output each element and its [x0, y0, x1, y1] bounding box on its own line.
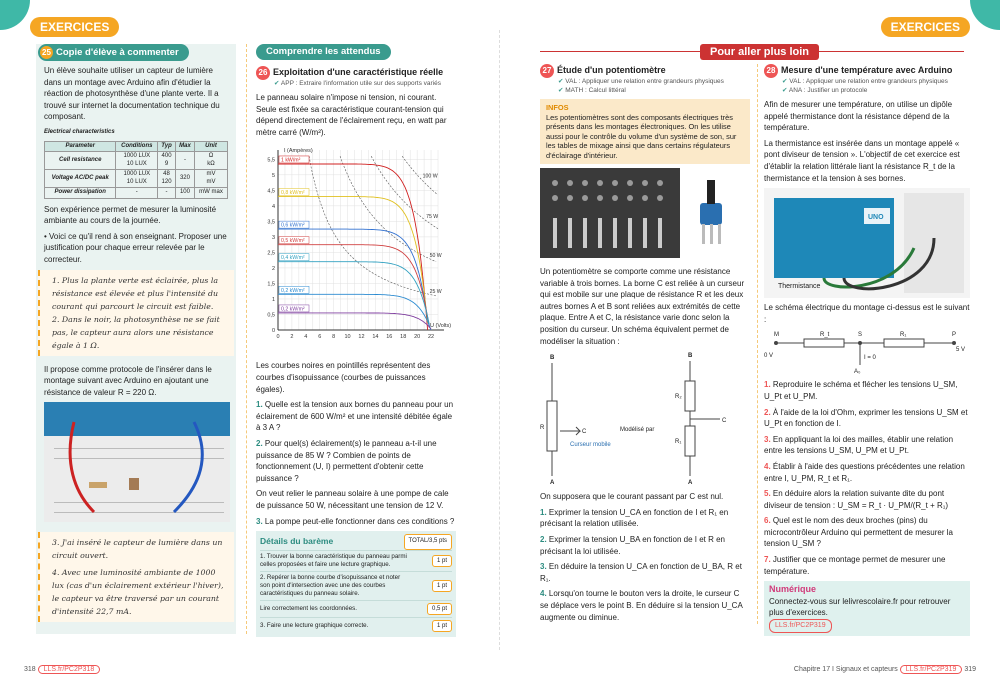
student-answer [38, 532, 234, 622]
x-tick-label: 6 [318, 334, 322, 341]
student-answer-2: 2. Dans le noir, la photosynthèse ne se fait pas, le capteur aura alors une résistance égale à 1 Ω. [52, 314, 220, 350]
ground-label: 0 V [764, 353, 774, 360]
x-tick-label: 18 [400, 334, 407, 341]
table-row [45, 170, 228, 188]
paragraph: Il propose comme protocole de l'insérer dans le montage suivant avec Arduino en ajoutant une résistance de valeur R = 220 Ω. [44, 364, 212, 397]
student-answer-4: 4. Avec une luminosité ambiante de 1000 lux (cas d'un éclairement extérieur l'hiver), le capteur va être traversé par un courant d'intensité 22,7 mA. [52, 567, 224, 616]
table-cell: - [116, 188, 158, 199]
grading-points: 1 pt [432, 620, 452, 632]
section-header-chip: Comprendre les attendus [256, 44, 391, 60]
y-tick-label: 1 [271, 297, 275, 304]
iso-power-label: 100 W [422, 174, 438, 181]
footer-left [24, 665, 100, 674]
question-text: En déduire la tension U_CA en fonction de U_BA, R et R₁. [540, 562, 742, 583]
table-cell: Cell resistance [45, 152, 116, 170]
table-header: Conditions [116, 141, 158, 152]
series-label: 0,4 kW/m² [281, 255, 305, 262]
table-title: Electrical characteristics [44, 128, 115, 135]
table-header: Max [175, 141, 194, 152]
paragraph: Un potentiomètre se comporte comme une résistance variable à trois bornes. La borne C est reliée à un curseur qui est mobile sur une plaque de résistance R et les deux autres bornes A et B sont reliées aux extrémités de cette plaque. Entre A et C, la résistance varie donc selon la position du curseur. Un schéma équivalent permet de modéliser la situation : [540, 267, 745, 346]
question-text: Quel est le nom des deux broches (pins) du microcontrôleur Arduino qui permettent de mesurer la tension U_SM ? [764, 516, 953, 549]
table-cell: 1000 LUX 10 LUX [116, 152, 158, 170]
y-tick-label: 1,5 [267, 281, 275, 288]
exercise-number: 28 [764, 64, 778, 78]
current-zero: I = 0 [864, 355, 876, 362]
skill-text: MATH : Calcul littéral [565, 86, 626, 94]
exercise-27 [540, 64, 750, 627]
x-tick-label: 0 [276, 334, 280, 341]
info-text: Les potentiomètres sont des composants électriques très présents dans les montages électroniques. On les utilise aussi pour le contrôle du volume d'un système de son, sur les tables de mixage ainsi que dans certains régulateurs d'éclairage d'intérieur. [546, 112, 737, 160]
question-3 [256, 516, 456, 528]
grading-points: 0,5 pt [427, 603, 452, 615]
question-number: 2. [256, 439, 263, 449]
question-text: Exprimer la tension U_CA en fonction de I et R₁ en précisant la relation utilisée. [540, 507, 729, 529]
exercise-heading [540, 64, 750, 78]
question-number: 2. [764, 407, 771, 417]
modeled-by-label: Modélisé par [620, 427, 655, 434]
grading-criterion: 1. Trouver la bonne caractéristique du panneau parmi celles proposées et faire une lecture graphique. [260, 552, 407, 568]
terminal-c: C [582, 429, 587, 436]
question-7 [764, 554, 970, 577]
table-cell: 400 9 [158, 152, 176, 170]
column-divider [757, 64, 758, 624]
node-a0: A₀ [854, 369, 861, 376]
exercise-number: 27 [540, 64, 554, 78]
question-5 [764, 488, 970, 511]
x-tick-label: 22 [427, 334, 435, 341]
question-4 [540, 588, 750, 623]
question-number: 1. [540, 507, 547, 517]
series-label: 0,6 kW/m² [281, 223, 305, 230]
question-number: 1. [764, 380, 771, 390]
student-answer [38, 270, 234, 356]
skill [274, 80, 456, 89]
resistor-r: R [540, 425, 545, 432]
grading-total: TOTAL/3,5 pts [404, 534, 452, 550]
paragraph: Les courbes noires en pointillés représentent des courbes d'isopuissance (courbes de puissances égales). [256, 361, 431, 394]
cursor-label: Curseur mobile [570, 442, 611, 449]
skill-text: VAL : Appliquer une relation entre grandeurs physiques [789, 78, 948, 85]
table-cell: Ω kΩ [195, 152, 228, 170]
node-s: S [858, 332, 863, 339]
y-tick-label: 5 [271, 173, 275, 180]
x-tick-label: 4 [304, 334, 308, 341]
info-box [540, 99, 750, 164]
paragraph: On veut relier le panneau solaire à une pompe de cale de puissance 50 W, nécessitant une tension de 12 V. [256, 489, 449, 510]
table-cell: Voltage AC/DC peak [45, 170, 116, 188]
grading-criterion: 3. Faire une lecture graphique correcte. [260, 621, 369, 629]
question-2 [540, 534, 750, 557]
grading-row [260, 617, 452, 634]
arduino-breadboard-photo [44, 402, 230, 522]
corner-decoration [0, 0, 30, 30]
question-text: Quelle est la tension aux bornes du panneau pour un éclairement de 600 W/m² et une intensité débitée égale à 3 A ? [256, 400, 454, 433]
section-banner: EXERCICES [30, 17, 119, 37]
question-2 [256, 438, 456, 484]
mixing-desk-photo [540, 168, 750, 258]
paragraph: La thermistance est insérée dans un montage appelé « pont diviseur de tension ». L'objectif de cet exercice est d'établir la relation littérale liant la résistance R_t de la thermistance et la tension à ses bornes. [764, 138, 960, 183]
iso-power-label: 25 W [429, 289, 442, 296]
check-icon: ✔ [558, 86, 564, 94]
question-text: À l'aide de la loi d'Ohm, exprimer les tensions U_SM et U_Pt en fonction de I. [764, 407, 968, 429]
resistor-r1: R₁ [675, 439, 682, 446]
grading-row [260, 600, 452, 617]
question-number: 4. [764, 461, 771, 471]
table-cell: 320 [175, 170, 194, 188]
check-icon: ✔ [782, 86, 788, 94]
footer-right [794, 665, 976, 674]
arduino-thermistor-photo [764, 188, 970, 298]
table-cell: mV mV [195, 170, 228, 188]
y-axis-label: I (Ampères) [284, 148, 313, 155]
paragraph: Le panneau solaire n'impose ni tension, ni courant. Seule est fixée sa caractéristique courant-tension qui dépend directement de l'éclairement reçu, en watt par mètre carré (W/m²). [256, 93, 447, 137]
resistor-r1: R₁ [900, 332, 907, 339]
numerique-text: Connectez-vous sur lelivrescolaire.fr pour retrouver plus d'exercices. [769, 596, 951, 618]
y-tick-label: 5,5 [267, 157, 275, 164]
node-p: P [952, 332, 957, 339]
question-1 [764, 379, 970, 402]
question-2 [764, 407, 970, 430]
info-title: INFOS [546, 103, 569, 112]
exercise-heading [764, 64, 970, 78]
chapter-label: Chapitre 17 I Signaux et capteurs [793, 666, 898, 673]
intro-text: Un élève souhaite utiliser un capteur de lumière dans un montage avec Arduino afin d'étudier la réaction de photosynthèse d'une plante verte. Il a trouvé sur internet la documentation technique du composant. [44, 66, 220, 122]
exercise-heading [256, 66, 456, 80]
x-tick-label: 8 [332, 334, 336, 341]
question-number: 4. [540, 589, 547, 599]
check-icon: ✔ [274, 79, 280, 87]
question-text: Pour quel(s) éclairement(s) le panneau a-t-il une puissance de 85 W ? Combien de points de fonctionnement (U, I) permettent d'obtenir cette puissance ? [256, 439, 437, 483]
exercise-title-chip [38, 44, 189, 61]
exercise-25 [38, 44, 234, 625]
table-row [45, 188, 228, 199]
thermistor-label: Thermistance [778, 283, 821, 291]
iso-power-label: 75 W [426, 214, 439, 221]
table-cell: mW max [195, 188, 228, 199]
grading-title: Détails du barème [260, 536, 334, 547]
page-gutter [499, 30, 500, 650]
question-3 [764, 434, 970, 457]
series-label: 0,8 kW/m² [281, 190, 305, 197]
skill [782, 87, 970, 96]
skill [558, 78, 750, 87]
section-title: Pour aller plus loin [700, 44, 819, 60]
question-6 [764, 515, 970, 550]
table-cell: Power dissipation [45, 188, 116, 199]
paragraph: Son expérience permet de mesurer la luminosité ambiante au cours de la journée. [44, 204, 217, 226]
page-number: 319 [964, 666, 976, 673]
question-1 [540, 507, 750, 530]
iso-power-label: 50 W [429, 253, 442, 260]
exercise-28 [764, 64, 970, 636]
terminal-a: A [688, 480, 693, 487]
check-icon: ✔ [558, 78, 564, 85]
skill-text: APP : Extraire l'information utile sur des supports variés [280, 79, 441, 87]
table-header: Typ [158, 141, 176, 152]
x-axis-label: U (Volts) [430, 323, 452, 330]
potentiometer-schematic [540, 351, 750, 491]
page-number: 318 [24, 666, 36, 673]
question-number: 3. [256, 516, 263, 526]
exercise-26 [256, 44, 456, 637]
question-number: 1. [256, 400, 263, 410]
table-cell: 48 120 [158, 170, 176, 188]
x-tick-label: 10 [344, 334, 351, 341]
numerique-title: Numérique [769, 584, 817, 595]
resistor-rt: R_t [820, 332, 830, 339]
x-tick-label: 20 [414, 334, 421, 341]
iv-chart [256, 142, 456, 360]
student-answer-3: 3. J'ai inséré le capteur de lumière dans un circuit ouvert. [52, 537, 223, 560]
exercise-number: 26 [256, 66, 270, 80]
grading-points: 1 pt [432, 580, 452, 592]
table-row [45, 152, 228, 170]
question-number: 2. [540, 534, 547, 544]
table-header: Unit [195, 141, 228, 152]
table-cell: 100 [175, 188, 194, 199]
grading-criterion: Lire correctement les coordonnées. [260, 604, 357, 612]
supply-label: 5 V [956, 347, 966, 354]
terminal-b: B [688, 353, 693, 360]
resistor-r2: R₂ [675, 394, 682, 401]
series-label: 0,2 kW/m² [281, 306, 305, 313]
x-tick-label: 14 [372, 334, 379, 341]
column-divider [246, 44, 247, 634]
terminal-a: A [550, 480, 555, 487]
question-number: 6. [764, 516, 771, 526]
uno-label: UNO [868, 214, 884, 222]
paragraph: Afin de mesurer une température, on utilise un dipôle appelé thermistance dont la résistance dépend de la température. [764, 100, 953, 133]
numerique-link[interactable]: LLS.fr/PC2P319 [769, 619, 832, 633]
y-tick-label: 2,5 [267, 250, 275, 257]
exercise-title: Étude d'un potentiomètre [557, 65, 666, 75]
corner-decoration [970, 0, 1000, 30]
series-label: 0,5 kW/m² [281, 238, 305, 245]
voltage-divider-schematic [764, 329, 970, 379]
grading-points: 1 pt [432, 555, 452, 567]
grading-criterion: 2. Repérer la bonne courbe d'isopuissance et noter son point d'intersection avec une des courbes caractéristiques du panneau solaire. [260, 573, 401, 597]
exercise-title: Exploitation d'une caractéristique réelle [273, 66, 444, 77]
skill-text: VAL : Appliquer une relation entre grandeurs physiques [565, 78, 724, 85]
question-4 [764, 461, 970, 484]
y-tick-label: 3 [271, 235, 275, 242]
series-label: 1 kW/m² [281, 157, 301, 164]
grading-row [260, 571, 452, 600]
skill-text: ANA : Justifier un protocole [788, 86, 868, 94]
skill [782, 78, 970, 87]
question-number: 3. [764, 434, 771, 444]
footer-link[interactable]: LLS.fr/PC2P318 [38, 665, 101, 674]
table-cell: - [158, 188, 176, 199]
check-icon: ✔ [782, 78, 788, 85]
exercise-title: Copie d'élève à commenter [56, 47, 179, 58]
node-m: M [774, 332, 779, 339]
y-tick-label: 4,5 [267, 188, 275, 195]
y-tick-label: 0,5 [267, 312, 275, 319]
y-tick-label: 3,5 [267, 219, 275, 226]
question-number: 7. [764, 555, 771, 565]
table-cell: - [175, 152, 194, 170]
question-text: En déduire alors la relation suivante dite du pont diviseur de tension : U_SM = R_t · U_PM/(R_t + R₁) [764, 489, 949, 510]
footer-link[interactable]: LLS.fr/PC2P319 [900, 665, 963, 674]
question-text: Justifier que ce montage permet de mesurer une température. [764, 555, 946, 576]
paragraph: On supposera que le courant passant par C est nul. [540, 492, 724, 502]
question-3 [540, 561, 750, 584]
question-number: 3. [540, 562, 547, 572]
series-label: 0,2 kW/m² [281, 288, 305, 295]
question-text: Reproduire le schéma et flécher les tensions U_SM, U_Pt et U_PM. [764, 380, 958, 401]
question-number: 5. [764, 489, 771, 499]
spec-table [44, 141, 228, 199]
table-cell: 1000 LUX 10 LUX [116, 170, 158, 188]
y-tick-label: 0 [271, 328, 275, 335]
exercise-title: Mesure d'une température avec Arduino [781, 65, 953, 75]
paragraph: • Voici ce qu'il rend à son enseignant. Proposer une justification pour chaque erreur relevée par le correcteur. [44, 231, 227, 264]
table-header: Parameter [45, 141, 116, 152]
numerique-box [764, 581, 970, 635]
question-text: Lorsqu'on tourne le bouton vers la droite, le curseur C se déplace vers le point B. En déduire si la tension U_CA augmente ou diminue. [540, 589, 743, 622]
x-tick-label: 2 [290, 334, 294, 341]
paragraph: Le schéma électrique du montage ci-dessus est le suivant : [764, 303, 970, 324]
question-text: En appliquant la loi des mailles, établir une relation entre les tensions U_SM, U_PM et U_Pt. [764, 434, 954, 456]
question-text: Exprimer la tension U_BA en fonction de I et R en précisant la loi utilisée. [540, 534, 726, 556]
x-tick-label: 16 [386, 334, 393, 341]
question-text: La pompe peut-elle fonctionner dans ces conditions ? [264, 516, 455, 526]
student-answer-1: 1. Plus la plante verte est éclairée, plus la résistance est élevée et plus l'intensité du courant qui parcourt le circuit est faible. [52, 275, 219, 311]
grading-box [256, 531, 456, 637]
y-tick-label: 4 [271, 204, 275, 211]
section-banner: EXERCICES [881, 17, 970, 37]
question-text: Établir à l'aide des questions précédentes une relation entre I, U_PM, R_t et R₁. [764, 461, 965, 483]
exercise-number: 25 [40, 46, 53, 59]
terminal-b: B [550, 355, 555, 362]
skill [558, 87, 750, 96]
grading-row [260, 550, 452, 571]
y-tick-label: 2 [271, 266, 275, 273]
x-tick-label: 12 [358, 334, 365, 341]
question-1 [256, 399, 456, 434]
terminal-c: C [722, 418, 727, 425]
